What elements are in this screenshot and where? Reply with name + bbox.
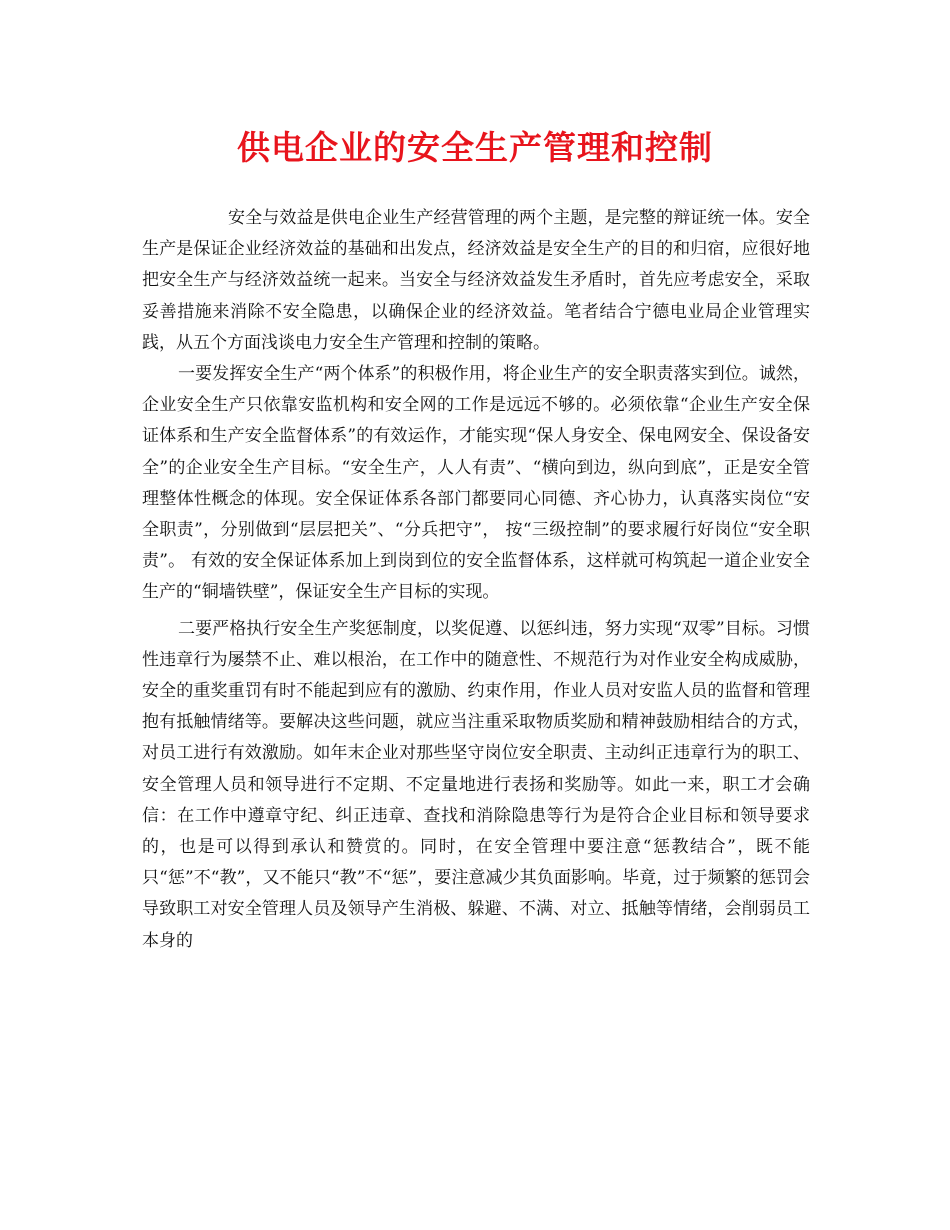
paragraph-point-one: 一要发挥安全生产“两个体系”的积极作用，将企业生产的安全职责落实到位。诚然，企业安全生产只依靠安监机构和安全网的工作是远远不够的。必须依靠“企业生产安全保证体系和生产安全监督体系”的有效运作，才能实现“保人身安全、保电网安全、保设备安全”的企业安全生产目标。“安全生产，人人有责”、“横向到边，纵向到底”，正是安全管理整体性概念的体现。安全保证体系各部门都要同心同德、齐心协力，认真落实岗位“安全职责”，分别做到“层层把关”、“分兵把守”， 按“三级控制”的要求履行好岗位“安全职责”。 有效的安全保证体系加上到岗到位的安全监督体系，这样就可构筑起一道企业安全生产的“铜墙铁壁”，保证安全生产目标的实现。 [142,364,810,603]
paragraph-intro: 安全与效益是供电企业生产经营管理的两个主题，是完整的辩证统一体。安全生产是保证企业经济效益的基础和出发点，经济效益是安全生产的目的和归宿，应很好地把安全生产与经济效益统一起来。当安全与经济效益发生矛盾时，首先应考虑安全，采取妥善措施来消除不安全隐患，以确保企业的经济效益。笔者结合宁德电业局企业管理实践，从五个方面浅谈电力安全生产管理和控制的策略。 [142,208,810,353]
document-body [142,203,810,957]
document-title: 供电企业的安全生产管理和控制 [237,128,713,167]
paragraph-point-two: 二要严格执行安全生产奖惩制度，以奖促遵、以惩纠违，努力实现“双零”目标。习惯性违章行为屡禁不止、难以根治，在工作中的随意性、不规范行为对作业安全构成威胁，安全的重奖重罚有时不能起到应有的激励、约束作用，作业人员对安监人员的监督和管理抱有抵触情绪等。要解决这些问题，就应当注重采取物质奖励和精神鼓励相结合的方式，对员工进行有效激励。如年末企业对那些坚守岗位安全职责、主动纠正违章行为的职工、安全管理人员和领导进行不定期、不定量地进行表扬和奖励等。如此一来，职工才会确信：在工作中遵章守纪、纠正违章、查找和消除隐患等行为是符合企业目标和领导要求的，也是可以得到承认和赞赏的。同时，在安全管理中要注意“惩教结合”，既不能只“惩”不“教”，又不能只“教”不“惩”，要注意减少其负面影响。毕竟，过于频繁的惩罚会导致职工对安全管理人员及领导产生消极、躲避、不满、对立、抵触等情绪，会削弱员工本身的 [142,618,810,951]
